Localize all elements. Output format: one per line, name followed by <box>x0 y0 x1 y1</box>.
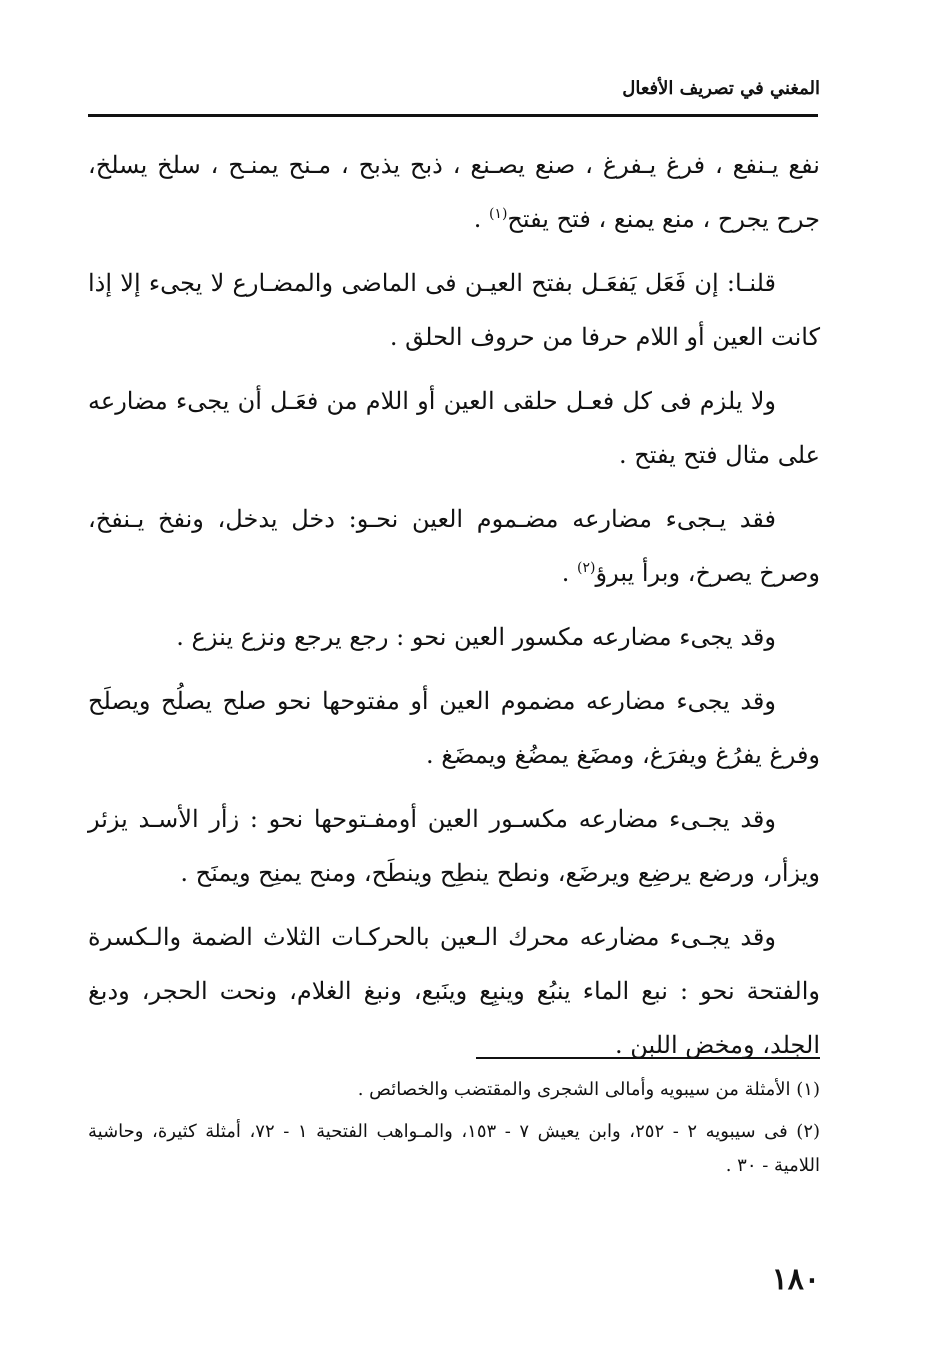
paragraph-6: وقد يجىء مضارعه مضموم العين أو مفتوحها نحو صلح يصلُح ويصلَح وفرغ يفرُغ ويفرَغ، ومضَغ يمضُغ ويمضَغ . <box>88 687 820 769</box>
body-text <box>88 138 820 1082</box>
paragraph-4 <box>88 492 820 600</box>
paragraph-1-end: . <box>473 205 489 233</box>
page-number: ١٨٠ <box>771 1262 820 1297</box>
footnote-rule <box>476 1057 820 1059</box>
footnote-1: (١) الأمثلة من سيبويه وأمالى الشجرى والمقتضب والخصائص . <box>357 1079 820 1100</box>
footnote-2: (٢) فى سيبويه ٢ - ٢٥٢، وابن يعيش ٧ - ١٥٣، والمـواهب الفتحية ١ - ٧٢، أمثلة كثيرة، وحاشية اللامية - ٣٠ . <box>88 1121 821 1176</box>
footnotes <box>88 1073 820 1191</box>
running-header: المغني في تصريف الأفعال <box>622 78 820 99</box>
header-rule <box>88 114 818 117</box>
paragraph-8: وقد يجـىء مضارعه محرك الـعين بالحركـات الثلاث الضمة والـكسرة والفتحة نحو : نبع الماء ينبُع وينبِع وينَبع، ونبغ الغلام، ونحت الحجر، ودبغ الجلد، ومخض اللبن . <box>88 923 820 1059</box>
paragraph-4-end: . <box>561 559 578 587</box>
footnote-ref-2: (٢) <box>577 560 596 576</box>
paragraph-5: وقد يجىء مضارعه مكسور العين نحو : رجع يرجع ونزع ينزع . <box>176 623 776 651</box>
paragraph-1-text: نفع يـنفع ، فرغ يـفرغ ، صنع يصـنع ، ذبح يذبح ، مـنح يمنـح ، سلخ يسلخ، جرح يجرح ، منع يمنع ، فتح يفتح <box>88 151 820 233</box>
footnote-ref-1: (١) <box>488 206 508 222</box>
paragraph-4-text: فقد يـجىء مضارعه مضـموم العين نحـو: دخل يدخل، ونفخ يـنفخ، وصرخ يصرخ، وبرأ يبرؤ <box>88 505 820 587</box>
paragraph-2: قلنـا: إن فَعَل يَفعَـل بفتح العيـن فى الماضى والمضـارع لا يجىء إلا إذا كانت العين أو اللام حرفا من حروف الحلق . <box>88 269 820 351</box>
paragraph-7: وقد يجـىء مضارعه مكسـور العين أومفـتوحها نحو : زأر الأسـد يزئر ويزأر، ورضع يرضِع ويرضَع، ونطح ينطِح وينطَح، ومنح يمنِح ويمنَح . <box>88 805 820 887</box>
paragraph-1 <box>88 138 820 246</box>
paragraph-3: ولا يلزم فى كل فعـل حلقى العين أو اللام من فعَـل أن يجىء مضارعه على مثال فتح يفتح . <box>88 387 820 469</box>
